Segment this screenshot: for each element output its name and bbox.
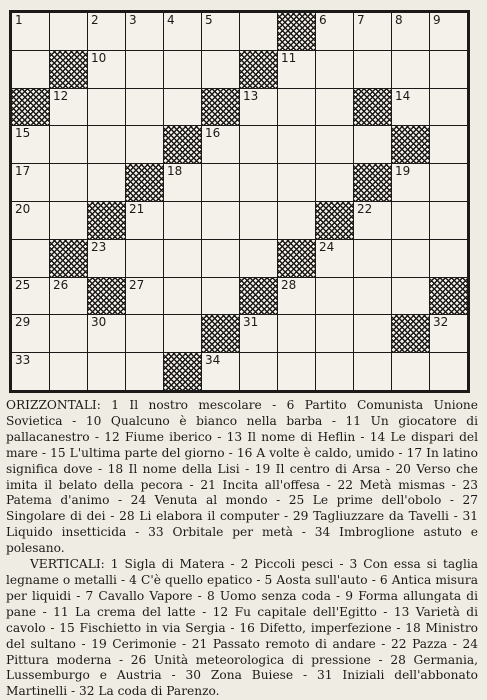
across-clues bbox=[6, 398, 478, 557]
grid-cell bbox=[430, 89, 467, 126]
cell-number: 24 bbox=[319, 239, 335, 254]
grid-cell bbox=[12, 13, 49, 50]
cell-number: 14 bbox=[395, 88, 411, 103]
grid-cell bbox=[316, 126, 353, 163]
grid-cell bbox=[354, 240, 391, 277]
cell-number: 10 bbox=[91, 50, 107, 65]
cell-number: 5 bbox=[205, 13, 213, 27]
cell-number: 4 bbox=[167, 13, 175, 27]
cell-number: 1 bbox=[15, 13, 23, 27]
black-cell bbox=[354, 164, 391, 201]
black-cell bbox=[316, 202, 353, 239]
grid-cell bbox=[392, 13, 429, 50]
grid-cell bbox=[278, 51, 315, 88]
grid-cell bbox=[50, 89, 87, 126]
grid-cell bbox=[316, 353, 353, 390]
grid-cell bbox=[392, 51, 429, 88]
cell-number: 30 bbox=[91, 315, 107, 330]
grid-cell bbox=[354, 126, 391, 163]
grid-cell bbox=[316, 164, 353, 201]
grid-cell bbox=[202, 13, 239, 50]
grid-cell bbox=[126, 13, 163, 50]
grid-cell bbox=[88, 126, 125, 163]
cell-number: 7 bbox=[357, 13, 365, 27]
cell-number: 34 bbox=[205, 353, 221, 368]
grid-cell bbox=[164, 51, 201, 88]
grid-cell bbox=[316, 240, 353, 277]
cell-number: 20 bbox=[15, 201, 31, 216]
cell-number: 18 bbox=[167, 164, 183, 179]
black-cell bbox=[202, 315, 239, 352]
grid-cell bbox=[240, 315, 277, 352]
grid-cell bbox=[354, 51, 391, 88]
grid-cell bbox=[202, 240, 239, 277]
black-cell bbox=[240, 278, 277, 315]
grid-cell bbox=[278, 164, 315, 201]
grid-cell bbox=[88, 315, 125, 352]
black-cell bbox=[354, 89, 391, 126]
grid-cell bbox=[316, 89, 353, 126]
grid-cell bbox=[430, 51, 467, 88]
black-cell bbox=[88, 278, 125, 315]
black-cell bbox=[392, 126, 429, 163]
grid-cell bbox=[316, 51, 353, 88]
grid-cell bbox=[12, 315, 49, 352]
grid-cell bbox=[88, 353, 125, 390]
cell-number: 21 bbox=[129, 201, 145, 216]
grid-cell bbox=[240, 126, 277, 163]
grid-cell bbox=[278, 126, 315, 163]
cell-number: 16 bbox=[205, 126, 221, 141]
grid-cell bbox=[430, 353, 467, 390]
cell-number: 29 bbox=[15, 315, 31, 330]
grid-cell bbox=[126, 240, 163, 277]
grid-cell bbox=[430, 240, 467, 277]
grid-cell bbox=[50, 164, 87, 201]
grid-cell bbox=[50, 353, 87, 390]
black-cell bbox=[50, 51, 87, 88]
grid-cell bbox=[240, 13, 277, 50]
grid-cell bbox=[50, 278, 87, 315]
grid-cell bbox=[430, 164, 467, 201]
cell-number: 13 bbox=[243, 88, 259, 103]
grid-cell bbox=[50, 202, 87, 239]
cell-number: 27 bbox=[129, 277, 145, 292]
grid-cell bbox=[354, 278, 391, 315]
grid-cell bbox=[316, 13, 353, 50]
grid-cell bbox=[240, 89, 277, 126]
grid-cell bbox=[12, 126, 49, 163]
cell-number: 17 bbox=[15, 164, 31, 179]
grid-cell bbox=[316, 315, 353, 352]
black-cell bbox=[240, 51, 277, 88]
grid-cell bbox=[278, 353, 315, 390]
grid-cell bbox=[202, 126, 239, 163]
grid-cell bbox=[88, 240, 125, 277]
grid-cell bbox=[240, 240, 277, 277]
grid-cell bbox=[88, 13, 125, 50]
grid-cell bbox=[430, 315, 467, 352]
black-cell bbox=[126, 164, 163, 201]
grid-cell bbox=[12, 164, 49, 201]
grid-cell bbox=[50, 13, 87, 50]
grid-cell bbox=[354, 353, 391, 390]
grid-cell bbox=[88, 164, 125, 201]
across-heading: ORIZZONTALI: bbox=[6, 398, 101, 412]
grid-cell bbox=[392, 240, 429, 277]
grid-cell bbox=[164, 13, 201, 50]
cell-number: 19 bbox=[395, 164, 411, 179]
grid-cell bbox=[354, 13, 391, 50]
black-cell bbox=[88, 202, 125, 239]
cell-number: 9 bbox=[433, 13, 441, 27]
cell-number: 3 bbox=[129, 13, 137, 27]
grid-cell bbox=[88, 51, 125, 88]
grid-cell bbox=[392, 202, 429, 239]
black-cell bbox=[278, 240, 315, 277]
grid-cell bbox=[12, 202, 49, 239]
grid-cell bbox=[202, 202, 239, 239]
black-cell bbox=[164, 126, 201, 163]
grid-cell bbox=[202, 164, 239, 201]
grid-cell bbox=[12, 240, 49, 277]
black-cell bbox=[392, 315, 429, 352]
grid-cell bbox=[392, 164, 429, 201]
grid-cell bbox=[126, 202, 163, 239]
grid-cell bbox=[240, 202, 277, 239]
cell-number: 23 bbox=[91, 239, 107, 254]
grid-cell bbox=[12, 353, 49, 390]
cell-number: 6 bbox=[319, 13, 327, 27]
grid-cell bbox=[430, 13, 467, 50]
grid-cell bbox=[354, 202, 391, 239]
grid-cell bbox=[430, 202, 467, 239]
grid-cell bbox=[278, 89, 315, 126]
grid-cell bbox=[126, 315, 163, 352]
grid-cell bbox=[202, 278, 239, 315]
grid-cell bbox=[50, 315, 87, 352]
grid-cell bbox=[316, 278, 353, 315]
grid-cell bbox=[12, 278, 49, 315]
grid-cell bbox=[126, 353, 163, 390]
grid-cell bbox=[50, 126, 87, 163]
crossword-grid-frame bbox=[9, 10, 470, 393]
grid-cell bbox=[278, 278, 315, 315]
crossword-grid bbox=[12, 13, 467, 390]
grid-cell bbox=[126, 126, 163, 163]
grid-cell bbox=[126, 51, 163, 88]
grid-cell bbox=[126, 89, 163, 126]
grid-cell bbox=[392, 89, 429, 126]
grid-cell bbox=[202, 51, 239, 88]
cell-number: 28 bbox=[281, 277, 297, 292]
cell-number: 8 bbox=[395, 13, 403, 27]
grid-cell bbox=[164, 240, 201, 277]
down-clues bbox=[6, 557, 478, 700]
down-heading: VERTICALI: bbox=[30, 557, 105, 572]
black-cell bbox=[12, 89, 49, 126]
grid-cell bbox=[278, 202, 315, 239]
black-cell bbox=[50, 240, 87, 277]
down-clue-text: 1 Sigla di Matera - 2 Piccoli pesci - 3 Con essa si taglia legname o metalli - 4 C'è quello epatico - 5 Aosta sull'auto - 6 Antica misura per liquidi - 7 Cavallo Vapore - 8 Uomo senza coda - 9 Forma allungata di pane - 11 La crema del latte - 12 Fu capitale dell'Egitto - 13 Varietà di cavolo - 15 Fischietto in via Sergia - 16 Difetto, imperfezione - 18 Ministro del sultano - 19 Cerimonie - 21 Passato remoto di andare - 22 Pazza - 24 Pittura moderna - 26 Unità meteorologica di pressione - 28 Germania, Lussemburgo e Austria - 30 Zona Buiese - 31 Iniziali dell'abbonato Martinelli - 32 La coda di Parenzo. bbox=[6, 557, 478, 699]
cell-number: 33 bbox=[15, 353, 31, 368]
cell-number: 11 bbox=[281, 50, 297, 65]
cell-number: 32 bbox=[433, 315, 449, 330]
grid-cell bbox=[164, 202, 201, 239]
cell-number: 31 bbox=[243, 315, 259, 330]
cell-number: 15 bbox=[15, 126, 31, 141]
grid-cell bbox=[202, 353, 239, 390]
cell-number: 2 bbox=[91, 13, 99, 27]
grid-cell bbox=[164, 278, 201, 315]
grid-cell bbox=[12, 51, 49, 88]
clues-section bbox=[6, 398, 478, 700]
grid-cell bbox=[164, 164, 201, 201]
cell-number: 22 bbox=[357, 201, 373, 216]
black-cell bbox=[202, 89, 239, 126]
grid-cell bbox=[126, 278, 163, 315]
cell-number: 12 bbox=[53, 88, 69, 103]
grid-cell bbox=[240, 164, 277, 201]
across-clue-text: 1 Il nostro mescolare - 6 Partito Comunista Unione Sovietica - 10 Qualcuno è bianco nella barba - 11 Un giocatore di pallacanestro - 12 Fiume iberico - 13 Il nome di Heflin - 14 Le dispari del mare - 15 L'ultima parte del giorno - 16 A volte è caldo, umido - 17 In latino significa dove - 18 Il nome della Lisi - 19 Il centro di Arsa - 20 Verso che imita il belato della pecora - 21 Incita all'offesa - 22 Metà mismas - 23 Patema d'animo - 24 Venuta al mondo - 25 Le prime dell'obolo - 27 Singolare di dei - 28 Li elabora il computer - 29 Tagliuzzare da Tavelli - 31 Liquido insetticida - 33 Orbitale per metà - 34 Imbroglione astuto e polesano. bbox=[6, 398, 478, 556]
black-cell bbox=[430, 278, 467, 315]
grid-cell bbox=[164, 89, 201, 126]
black-cell bbox=[164, 353, 201, 390]
grid-cell bbox=[88, 89, 125, 126]
grid-cell bbox=[392, 278, 429, 315]
grid-cell bbox=[392, 353, 429, 390]
grid-cell bbox=[240, 353, 277, 390]
grid-cell bbox=[164, 315, 201, 352]
grid-cell bbox=[430, 126, 467, 163]
cell-number: 26 bbox=[53, 277, 69, 292]
grid-cell bbox=[278, 315, 315, 352]
black-cell bbox=[278, 13, 315, 50]
cell-number: 25 bbox=[15, 277, 31, 292]
grid-cell bbox=[354, 315, 391, 352]
